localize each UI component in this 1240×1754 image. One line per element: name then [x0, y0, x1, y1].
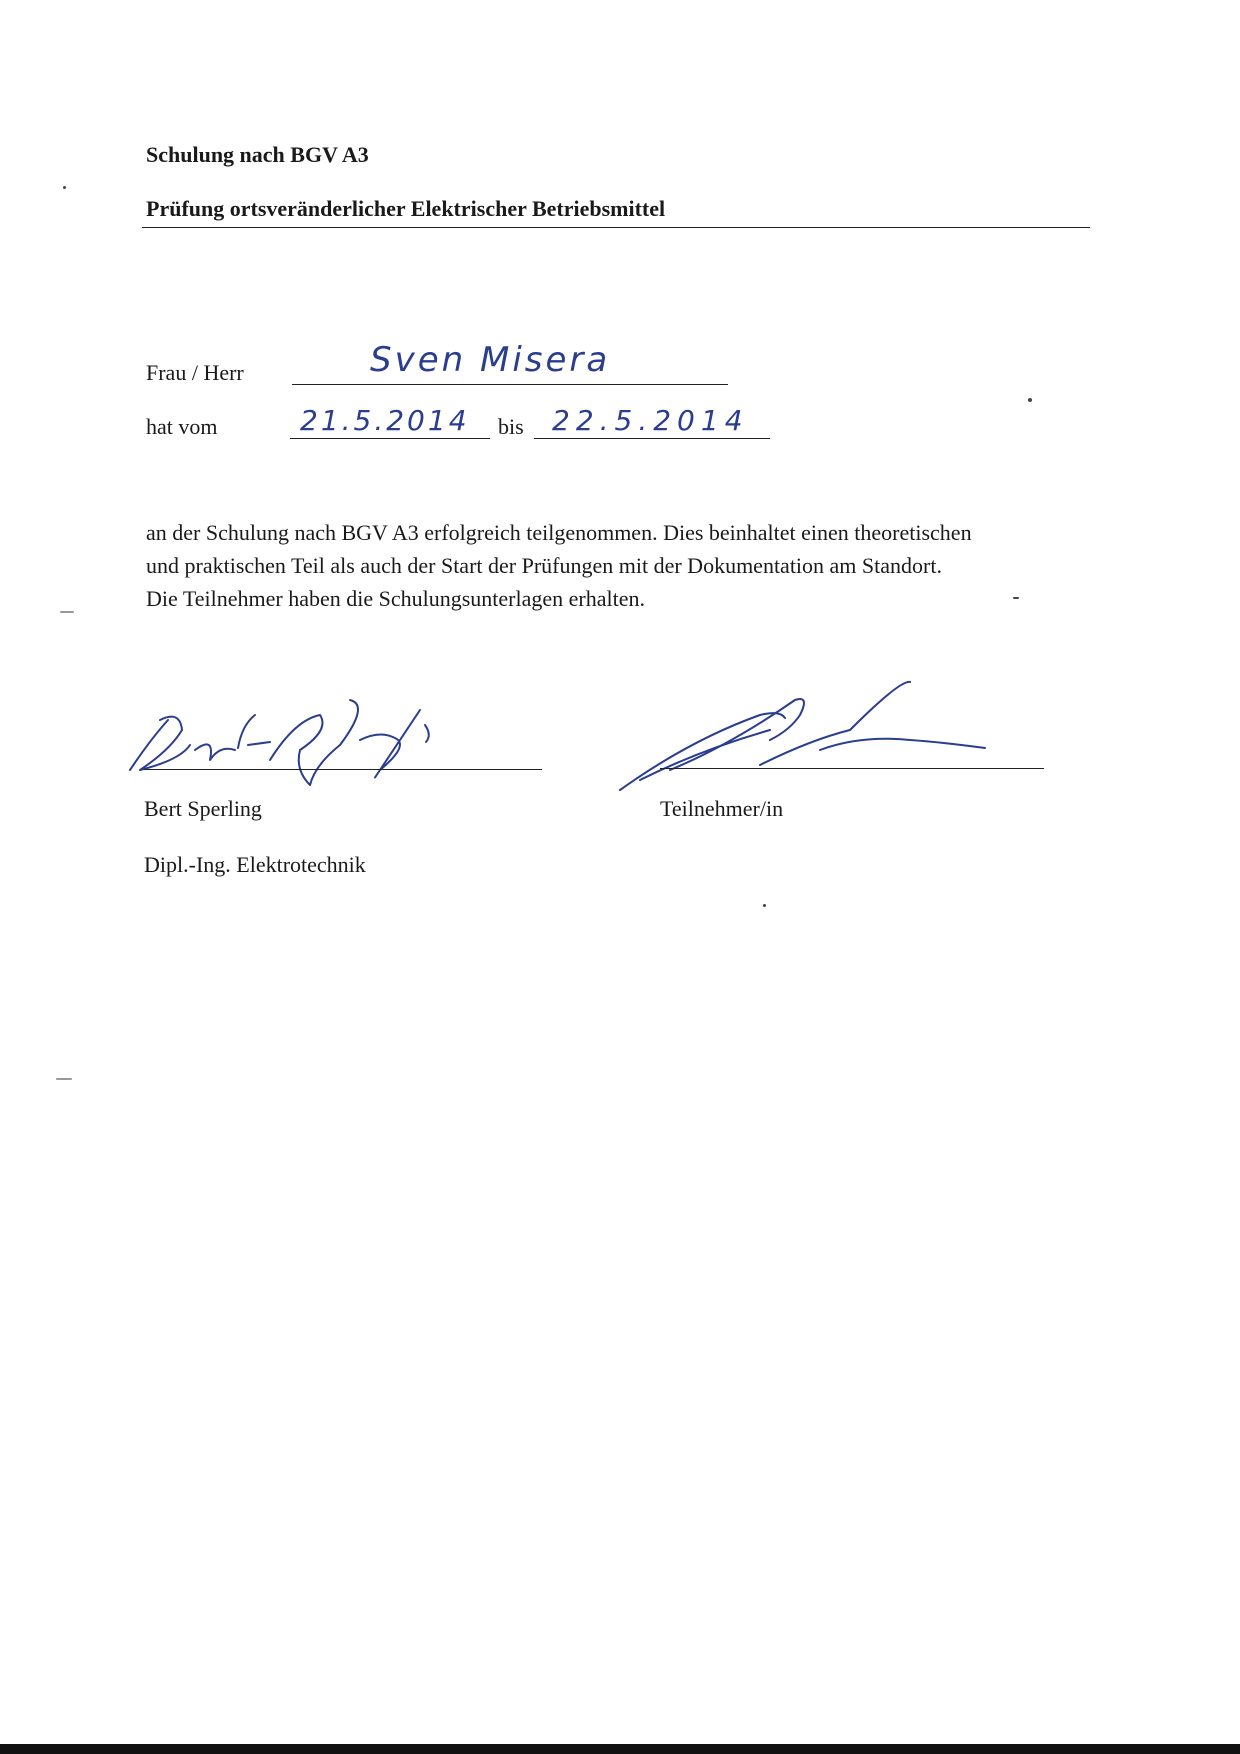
trainer-signature: [120, 690, 540, 810]
date-from-handwritten: 21.5.2014: [300, 404, 470, 437]
participant-name-handwritten: Sven Misera: [370, 340, 611, 380]
scan-speck: [63, 186, 66, 189]
body-line-1: an der Schulung nach BGV A3 erfolgreich teilgenommen. Dies beinhaltet einen theoretischen: [146, 520, 972, 545]
scan-bottom-edge: [0, 1744, 1240, 1754]
scan-speck: [60, 611, 74, 613]
document-title: Schulung nach BGV A3: [146, 142, 369, 167]
date-to-handwritten: 22.5.2014: [552, 404, 749, 437]
period-label: hat vom: [146, 414, 218, 439]
trainer-name: Bert Sperling: [144, 796, 262, 821]
scan-speck: [1028, 398, 1032, 402]
date-from-line: [290, 438, 490, 439]
body-line-2: und praktischen Teil als auch der Start der Prüfungen mit der Dokumentation am Standort.: [146, 553, 942, 578]
trainer-title: Dipl.-Ing. Elektrotechnik: [144, 852, 366, 877]
scan-speck: [56, 1078, 72, 1080]
scan-speck: [763, 904, 766, 907]
period-separator: bis: [498, 414, 524, 439]
participant-name-line: [292, 384, 728, 385]
body-line-3: Die Teilnehmer haben die Schulungsunterlagen erhalten.: [146, 586, 645, 611]
trainer-signature-line: [144, 769, 542, 770]
participant-signature-line: [660, 768, 1044, 769]
date-to-line: [534, 438, 770, 439]
participant-caption: Teilnehmer/in: [660, 796, 784, 821]
body-paragraph: [146, 516, 1106, 615]
document-subtitle: Prüfung ortsveränderlicher Elektrischer Betriebsmittel: [146, 196, 666, 221]
title-underline: [142, 227, 1090, 228]
scan-speck: [1013, 597, 1019, 599]
participant-signature: [610, 670, 990, 800]
participant-label: Frau / Herr: [146, 360, 244, 385]
